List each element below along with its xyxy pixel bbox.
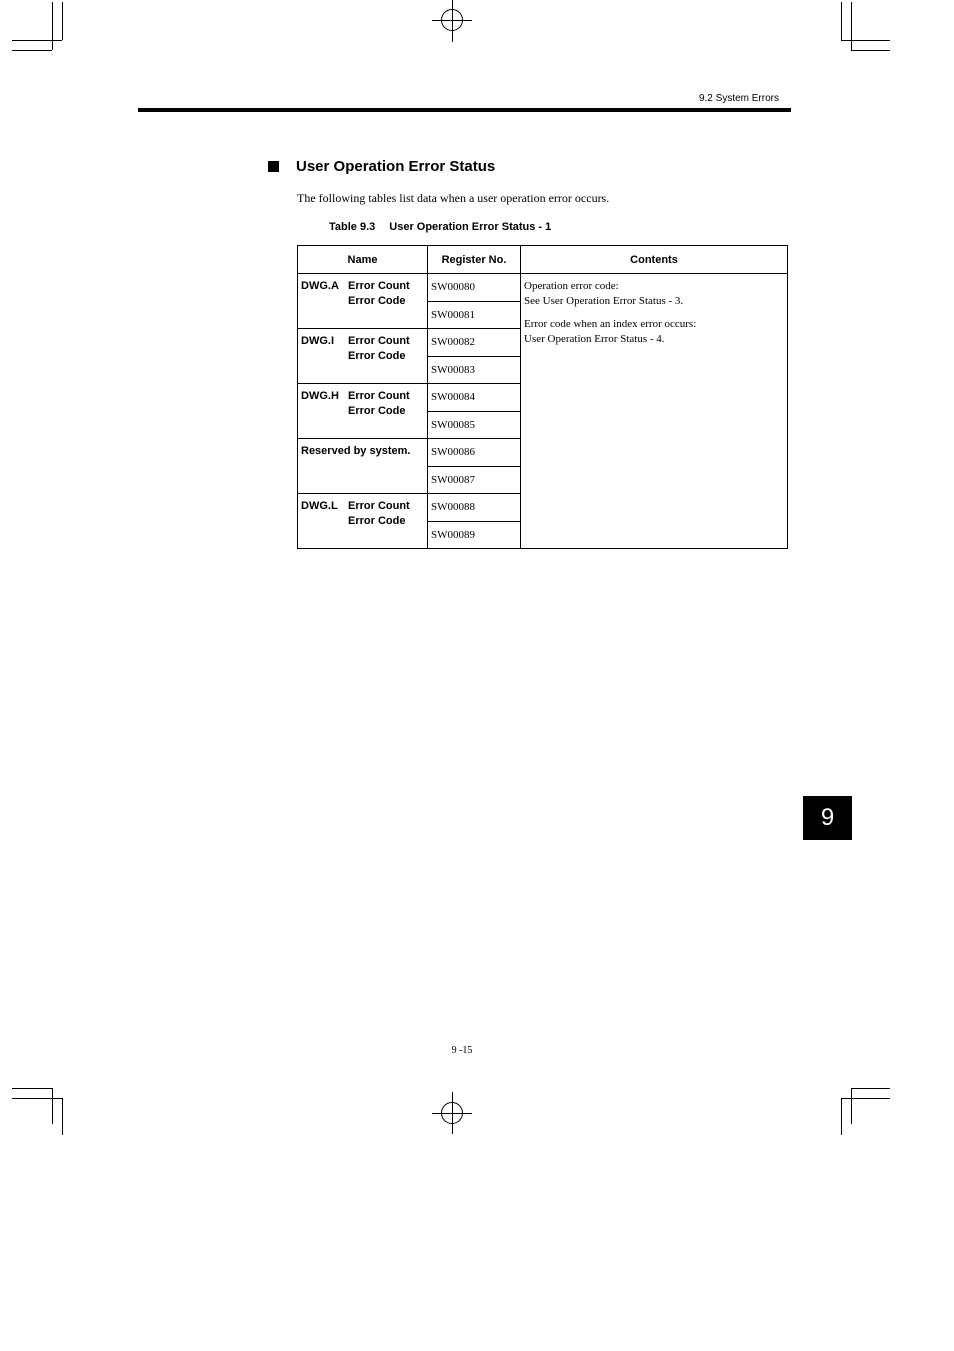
name-cell [298,384,428,439]
name-prefix: DWG.A [301,280,339,292]
name-cell [298,494,428,549]
section-title [268,158,495,175]
table-caption-title: User Operation Error Status - 1 [389,221,552,233]
header-name: Name [298,246,428,274]
name-line2: Error Code [348,405,406,417]
register-cell: SW00082 [428,329,521,357]
error-status-table [297,245,788,549]
contents-line-3: Error code when an index error occurs: [524,318,697,330]
table-caption-number: Table 9.3 [329,221,376,233]
contents-line-1: Operation error code: [524,280,619,292]
name-prefix: DWG.H [301,390,339,402]
name-line1: Error Count [348,390,410,402]
name-line1: Error Count [348,500,410,512]
name-line2: Error Code [348,350,406,362]
square-bullet-icon [268,161,279,172]
register-cell: SW00085 [428,411,521,439]
header-rule [138,108,791,112]
name-cell [298,439,428,494]
table-caption [329,221,551,233]
name-line1: Error Count [348,335,410,347]
name-prefix: DWG.I [301,335,334,347]
contents-line-4: User Operation Error Status - 4. [524,333,665,345]
name-line2: Error Code [348,515,406,527]
register-cell: SW00086 [428,439,521,467]
intro-paragraph: The following tables list data when a user operation error occurs. [297,191,610,205]
name-line2: Error Code [348,295,406,307]
header-contents: Contents [521,246,788,274]
table-row [298,274,788,302]
table-header-row [298,246,788,274]
register-cell: SW00080 [428,274,521,302]
page-number: 9 -15 [451,1045,473,1056]
register-cell: SW00084 [428,384,521,412]
register-cell: SW00081 [428,301,521,329]
name-cell [298,274,428,329]
register-cell: SW00089 [428,521,521,549]
name-line1: Error Count [348,280,410,292]
name-prefix: DWG.L [301,500,338,512]
register-cell: SW00083 [428,356,521,384]
section-title-text: User Operation Error Status [296,158,496,175]
register-cell: SW00087 [428,466,521,494]
name-cell [298,329,428,384]
contents-cell [521,274,788,549]
register-cell: SW00088 [428,494,521,522]
running-header: 9.2 System Errors [698,93,779,104]
contents-line-2: See User Operation Error Status - 3. [524,295,684,307]
header-register: Register No. [428,246,521,274]
name-reserved: Reserved by system. [301,445,411,457]
chapter-tab: 9 [803,796,852,840]
